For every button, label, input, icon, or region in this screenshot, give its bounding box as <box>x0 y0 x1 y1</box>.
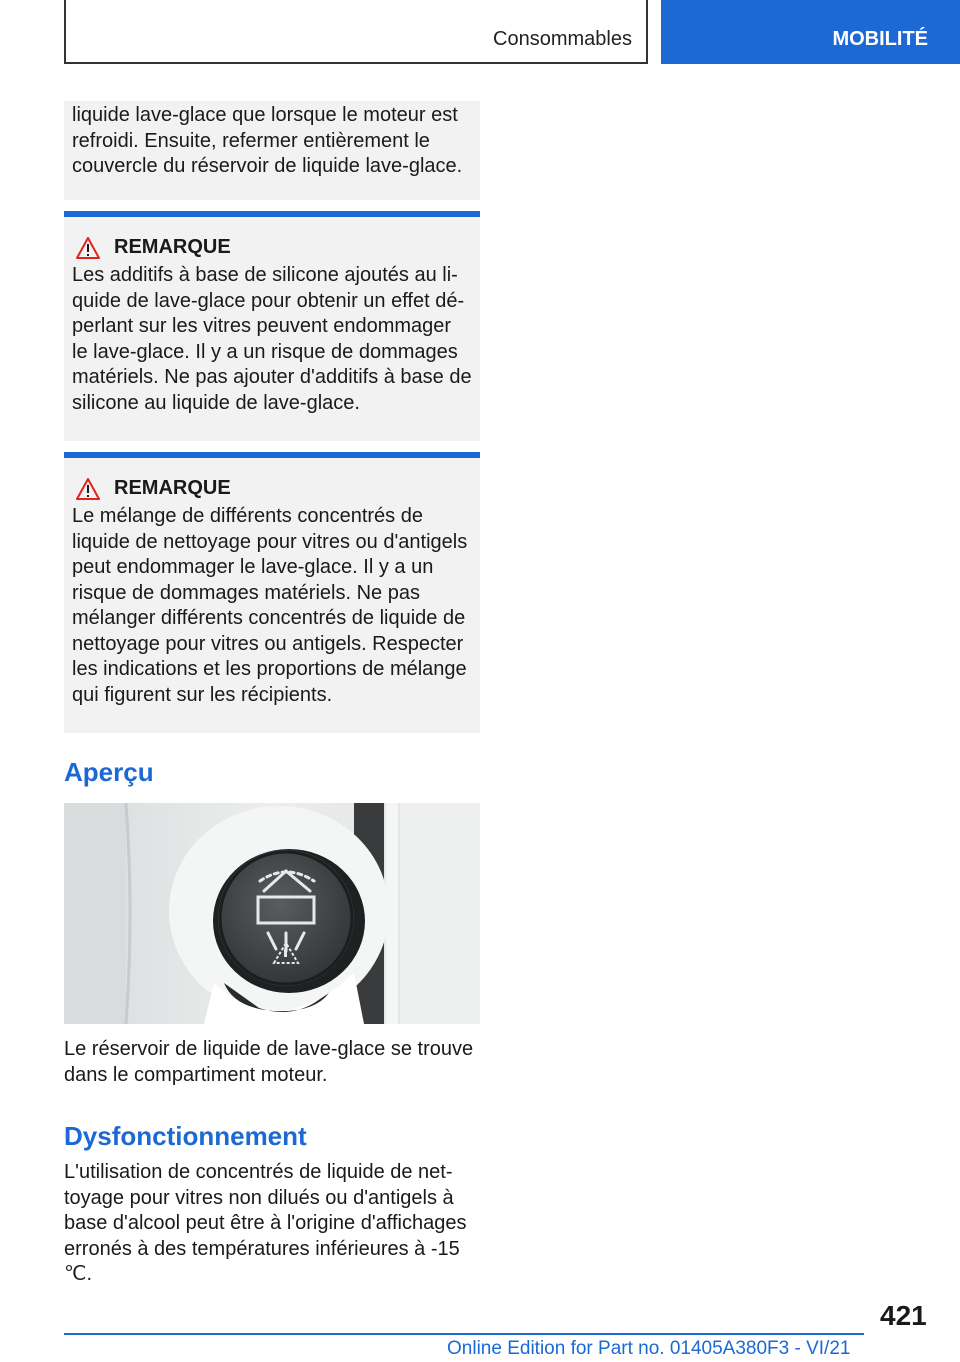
continued-note-box <box>64 101 480 200</box>
header-chapter-tab[interactable]: MOBILITÉ <box>661 0 960 64</box>
section-heading-overview: Aperçu <box>64 757 154 787</box>
continued-note-text: liquide lave-glace que lorsque le moteur est refroidi. Ensuite, refermer entièrement le couvercle du réservoir de liquide lave-glace. <box>72 104 463 177</box>
notice-text: Les additifs à base de silicone ajoutés au liquide de lave-glace pour obtenir un effet déperlant sur les vitres peuvent endommager le lave-glace. Il y a un risque de dommages matériels. Ne pas ajouter d'additifs à base de silicone au liquide de lave-glace. <box>72 264 472 414</box>
warning-triangle-icon <box>76 478 100 500</box>
notice-header <box>72 476 472 501</box>
footer-divider <box>64 1333 864 1335</box>
washer-reservoir-photo <box>64 803 480 1024</box>
header-section-title: Consommables <box>493 28 632 50</box>
notice-title: REMARQUE <box>114 477 231 499</box>
washer-cap-illustration <box>64 803 480 1024</box>
notice-title: REMARQUE <box>114 236 231 258</box>
warning-triangle-icon <box>76 237 100 259</box>
notice-box-mixing <box>64 452 480 733</box>
page-number: 421 <box>880 1300 927 1331</box>
header-frame <box>64 0 648 64</box>
section-heading-malfunction: Dysfonctionnement <box>64 1121 307 1151</box>
notice-text: Le mélange de différents concentrés de liquide de nettoyage pour vitres ou d'antigels peut endommager le lave-glace. Il y a un risque de dommages matériels. Ne pas mélanger différents concentrés de liquide de nettoyage pour vitres ou antigels. Respecter les indications et les proportions de mélange qui figurent sur les récipients. <box>72 505 468 706</box>
notice-header <box>72 235 472 260</box>
overview-caption: Le réservoir de liquide de lave-glace se trouve dans le compartiment moteur. <box>64 1038 474 1086</box>
notice-box-silicone <box>64 211 480 441</box>
malfunction-text: L'utilisation de concentrés de liquide de nettoyage pour vitres non dilués ou d'antigels à base d'alcool peut être à l'origine d'affichages erronés à des températures inférieures à -15 ℃. <box>64 1161 467 1285</box>
footer-edition: Online Edition for Part no. 01405A380F3 - VI/21 <box>447 1338 851 1359</box>
